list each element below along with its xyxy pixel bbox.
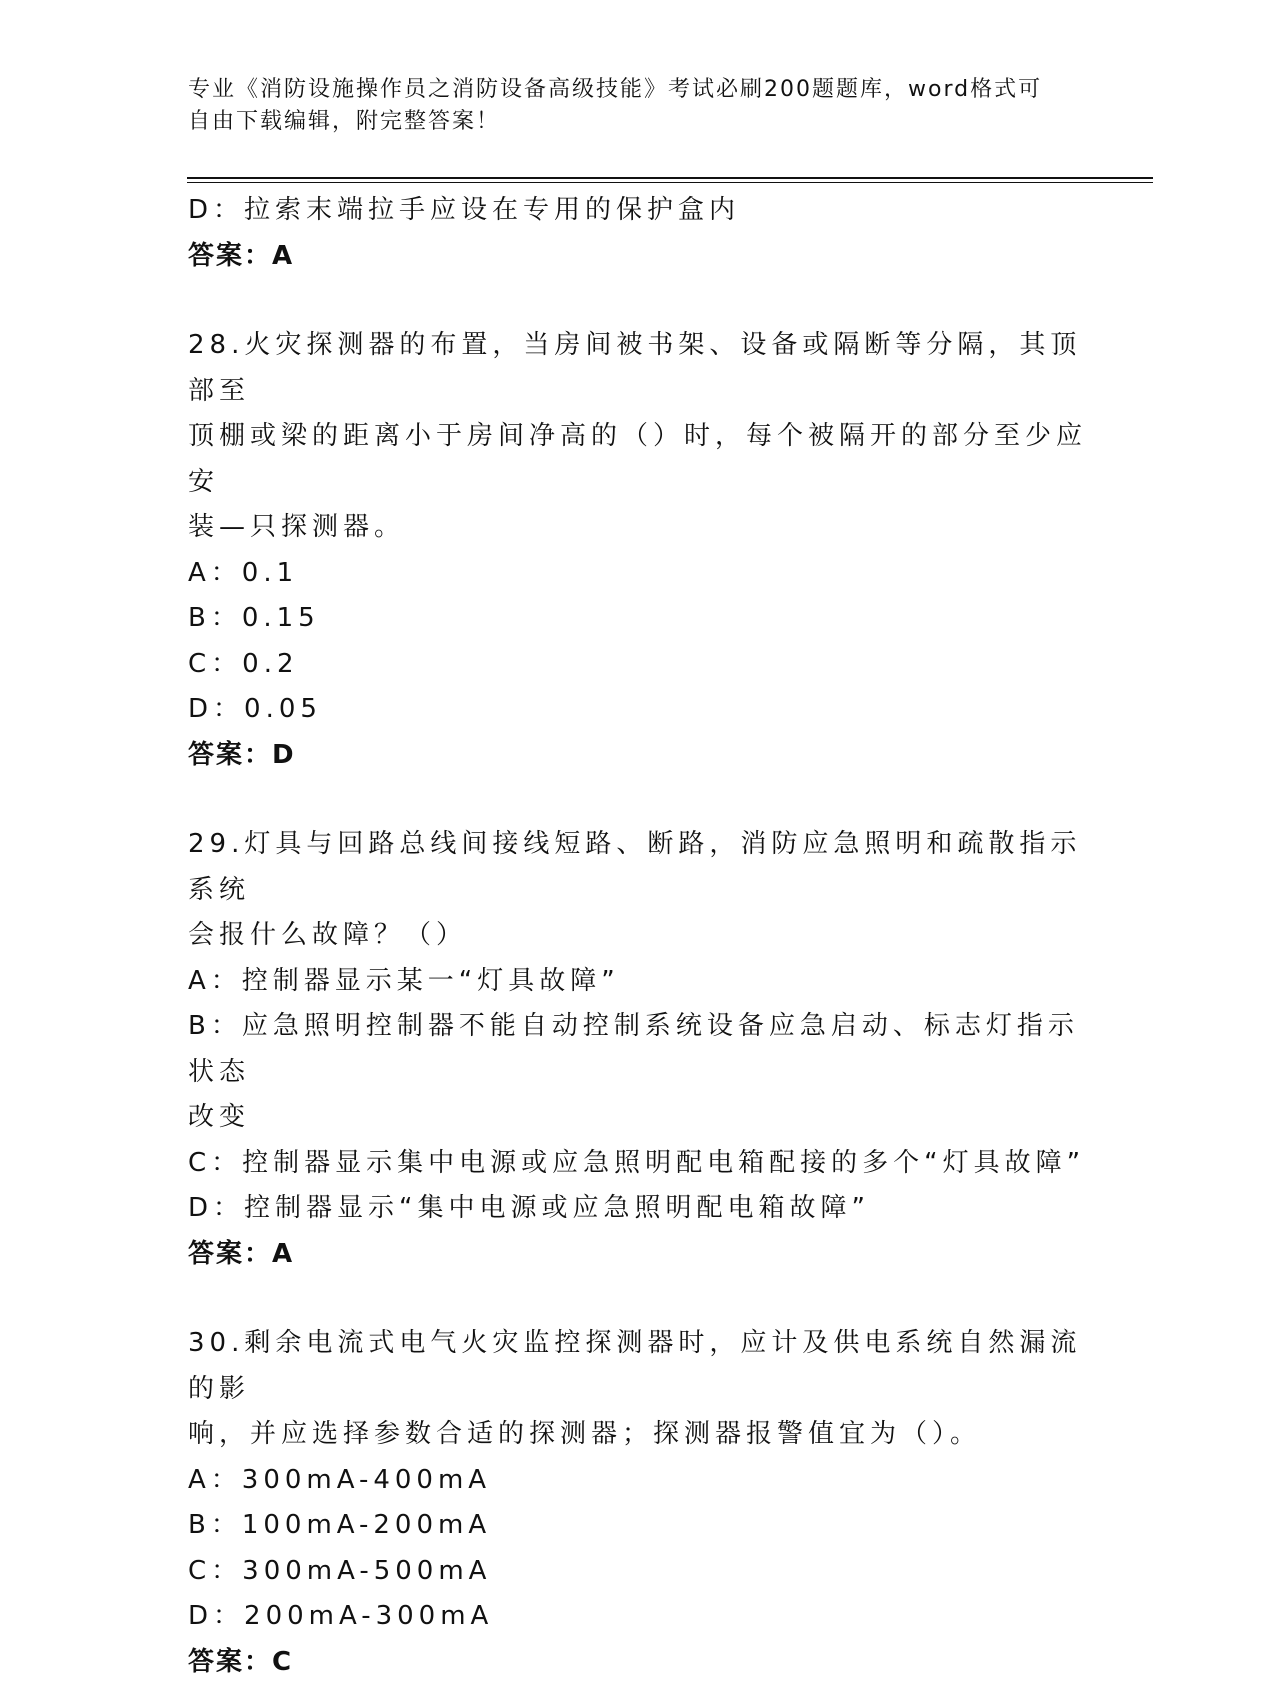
header-line-2: 自由下载编辑，附完整答案！ [188, 106, 1088, 138]
question-stem-line: 28.火灾探测器的布置，当房间被书架、设备或隔断等分隔，其顶部至 [188, 323, 1088, 414]
answer-line: 答案：D [188, 733, 1088, 779]
option-c: C：0.2 [188, 642, 1088, 688]
option-c: C：300mA-500mA [188, 1549, 1088, 1595]
answer-line: 答案：C [188, 1640, 1088, 1685]
header-rule-thin [187, 182, 1153, 183]
question-28 [188, 323, 1088, 778]
answer-line: 答案：A [188, 1232, 1088, 1278]
question-stem-line: 响，并应选择参数合适的探测器；探测器报警值宜为（）。 [188, 1412, 1088, 1458]
option-a: A：300mA-400mA [188, 1458, 1088, 1504]
option-d: D：控制器显示“集中电源或应急照明配电箱故障” [188, 1186, 1088, 1232]
question-30 [188, 1321, 1088, 1685]
question-stem-line: 29.灯具与回路总线间接线短路、断路，消防应急照明和疏散指示系统 [188, 822, 1088, 913]
option-d: D：拉索末端拉手应设在专用的保护盒内 [188, 188, 1088, 234]
option-b: B：0.15 [188, 596, 1088, 642]
question-stem-line: 30.剩余电流式电气火灾监控探测器时，应计及供电系统自然漏流的影 [188, 1321, 1088, 1412]
option-d: D：0.05 [188, 687, 1088, 733]
page-header [188, 74, 1088, 138]
option-c: C：控制器显示集中电源或应急照明配电箱配接的多个“灯具故障” [188, 1141, 1088, 1187]
question-stem-line: 会报什么故障？（） [188, 913, 1088, 959]
option-a: A：0.1 [188, 551, 1088, 597]
header-rule-thick [187, 177, 1153, 179]
option-a: A：控制器显示某一“灯具故障” [188, 959, 1088, 1005]
option-b-continued: 改变 [188, 1095, 1088, 1141]
question-stem-line: 装—只探测器。 [188, 505, 1088, 551]
option-b: B：应急照明控制器不能自动控制系统设备应急启动、标志灯指示状态 [188, 1004, 1088, 1095]
question-29 [188, 822, 1088, 1277]
answer-line: 答案：A [188, 234, 1088, 280]
option-d: D：200mA-300mA [188, 1594, 1088, 1640]
document-body [188, 188, 1088, 1685]
header-line-1: 专业《消防设施操作员之消防设备高级技能》考试必刷200题题库，word格式可 [188, 74, 1088, 106]
question-stem-line: 顶棚或梁的距离小于房间净高的（）时，每个被隔开的部分至少应安 [188, 414, 1088, 505]
option-b: B：100mA-200mA [188, 1503, 1088, 1549]
carryover-block [188, 188, 1088, 279]
